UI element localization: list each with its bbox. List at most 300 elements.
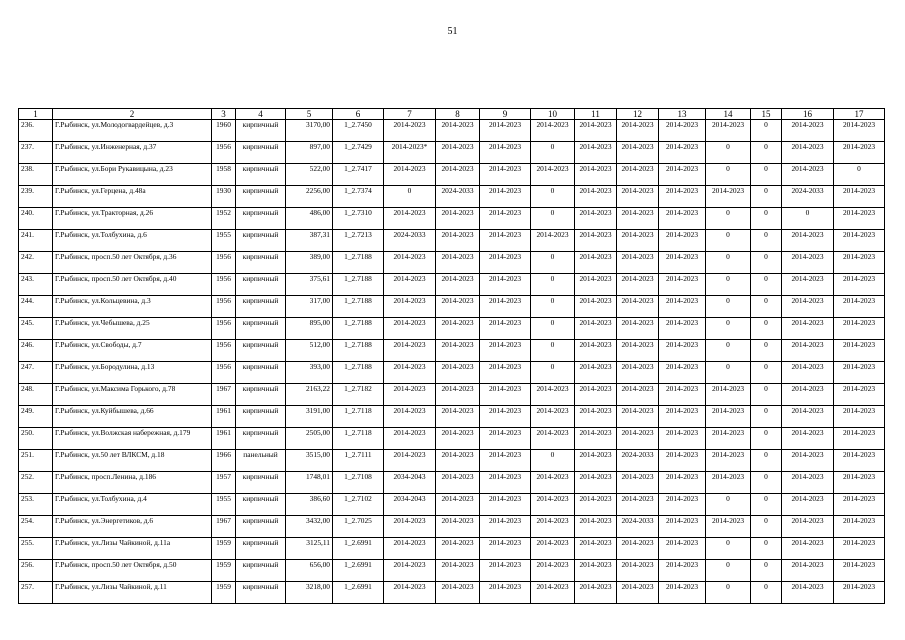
table-cell: 247. — [19, 362, 53, 384]
table-cell: 1_2.7118 — [333, 428, 384, 450]
table-cell: кирпичный — [236, 164, 286, 186]
table-row — [19, 516, 885, 538]
table-cell: 2014-2023 — [659, 362, 706, 384]
table-cell: 2014-2023 — [834, 186, 885, 208]
table-cell: 1957 — [212, 472, 236, 494]
table-cell: 2014-2023 — [480, 406, 531, 428]
table-cell: 2014-2023 — [436, 208, 480, 230]
table-cell: Г.Рыбинск, ул.Максима Горького, д.78 — [53, 384, 212, 406]
table-cell: кирпичный — [236, 472, 286, 494]
table-cell: 1_2.6991 — [333, 560, 384, 582]
table-cell: Г.Рыбинск, ул.Кольцевина, д.3 — [53, 296, 212, 318]
table-cell: 2014-2023 — [436, 516, 480, 538]
table-cell: 1955 — [212, 230, 236, 252]
table-cell: 2014-2023 — [436, 450, 480, 472]
table-cell: 2014-2023* — [384, 142, 436, 164]
table-cell: 2014-2023 — [384, 582, 436, 604]
table-cell: 1952 — [212, 208, 236, 230]
table-cell: 2014-2023 — [480, 208, 531, 230]
table-cell: 2014-2023 — [436, 384, 480, 406]
table-row — [19, 296, 885, 318]
table-cell: 2014-2023 — [782, 142, 834, 164]
table-cell: 2024-2033 — [436, 186, 480, 208]
table-row — [19, 142, 885, 164]
table-cell: 2014-2023 — [436, 362, 480, 384]
table-cell: 2014-2023 — [617, 164, 659, 186]
table-row — [19, 252, 885, 274]
table-cell: 2014-2023 — [834, 208, 885, 230]
table-cell: кирпичный — [236, 582, 286, 604]
column-number-8: 8 — [436, 109, 480, 120]
table-cell: 895,00 — [286, 318, 333, 340]
table-cell: 1_2.7450 — [333, 120, 384, 142]
table-cell: 2014-2023 — [617, 560, 659, 582]
table-cell: 2014-2023 — [436, 120, 480, 142]
table-cell: 2014-2023 — [706, 120, 751, 142]
table-cell: 1956 — [212, 252, 236, 274]
table-cell: Г.Рыбинск, ул.Волжская набережная, д.179 — [53, 428, 212, 450]
table-row — [19, 384, 885, 406]
table-cell: кирпичный — [236, 186, 286, 208]
table-cell: 1956 — [212, 274, 236, 296]
table-cell: 238. — [19, 164, 53, 186]
table-cell: 236. — [19, 120, 53, 142]
table-cell: 2014-2023 — [575, 406, 617, 428]
table-cell: 1_2.7188 — [333, 318, 384, 340]
table-cell: 2014-2023 — [384, 428, 436, 450]
table-cell: 0 — [834, 164, 885, 186]
table-cell: 1_2.7188 — [333, 274, 384, 296]
table-cell: 2014-2023 — [617, 582, 659, 604]
column-number-11: 11 — [575, 109, 617, 120]
table-cell: 2014-2023 — [834, 450, 885, 472]
table-cell: 0 — [751, 164, 782, 186]
table-cell: 241. — [19, 230, 53, 252]
table-row — [19, 406, 885, 428]
table-cell: кирпичный — [236, 406, 286, 428]
table-cell: 245. — [19, 318, 53, 340]
table-cell: 2014-2023 — [659, 406, 706, 428]
table-cell: 2014-2023 — [659, 120, 706, 142]
table-cell: 0 — [706, 274, 751, 296]
table-cell: 2014-2023 — [617, 340, 659, 362]
table-cell: 2014-2023 — [659, 472, 706, 494]
table-cell: 2014-2023 — [782, 428, 834, 450]
table-cell: 2014-2023 — [617, 252, 659, 274]
table-cell: Г.Рыбинск, просп.50 лет Октября, д.40 — [53, 274, 212, 296]
table-cell: 386,60 — [286, 494, 333, 516]
table-cell: 0 — [706, 164, 751, 186]
table-cell: 0 — [706, 252, 751, 274]
table-row — [19, 274, 885, 296]
table-cell: 2014-2023 — [480, 296, 531, 318]
table-cell: 2014-2023 — [531, 230, 575, 252]
table-cell: 2014-2023 — [617, 120, 659, 142]
table-cell: 2014-2023 — [659, 318, 706, 340]
table-cell: 2014-2023 — [436, 164, 480, 186]
table-cell: 2014-2023 — [531, 406, 575, 428]
table-cell: 2014-2023 — [384, 516, 436, 538]
table-cell: 2014-2023 — [782, 384, 834, 406]
table-cell: 2014-2023 — [480, 538, 531, 560]
table-cell: 2014-2023 — [706, 428, 751, 450]
table-cell: 2024-2033 — [617, 516, 659, 538]
table-cell: 486,00 — [286, 208, 333, 230]
table-row — [19, 230, 885, 252]
table-row — [19, 428, 885, 450]
table-cell: 2014-2023 — [706, 516, 751, 538]
table-cell: 0 — [751, 560, 782, 582]
table-cell: 0 — [706, 230, 751, 252]
table-cell: 2014-2023 — [834, 274, 885, 296]
table-cell: 2014-2023 — [575, 450, 617, 472]
table-cell: кирпичный — [236, 142, 286, 164]
table-cell: 255. — [19, 538, 53, 560]
table-row — [19, 538, 885, 560]
table-cell: 254. — [19, 516, 53, 538]
table-cell: 2014-2023 — [480, 120, 531, 142]
table-row — [19, 208, 885, 230]
table-cell: 0 — [531, 142, 575, 164]
table-row — [19, 472, 885, 494]
table-cell: 2014-2023 — [782, 472, 834, 494]
table-cell: Г.Рыбинск, ул.Чебышева, д.25 — [53, 318, 212, 340]
table-cell: 2014-2023 — [659, 560, 706, 582]
table-cell: 2014-2023 — [436, 230, 480, 252]
column-number-17: 17 — [834, 109, 885, 120]
table-cell: 3170,00 — [286, 120, 333, 142]
table-cell: 3218,00 — [286, 582, 333, 604]
table-cell: кирпичный — [236, 340, 286, 362]
table-cell: 2014-2023 — [531, 164, 575, 186]
table-cell: Г.Рыбинск, ул.Толбухина, д.6 — [53, 230, 212, 252]
table-cell: 2014-2023 — [436, 340, 480, 362]
table-cell: 2014-2023 — [575, 538, 617, 560]
table-cell: 2014-2023 — [659, 582, 706, 604]
table-cell: Г.Рыбинск, ул.Энергетиков, д.6 — [53, 516, 212, 538]
table-cell: 375,61 — [286, 274, 333, 296]
table-cell: 2014-2023 — [834, 384, 885, 406]
table-cell: 2014-2023 — [659, 208, 706, 230]
table-cell: 2014-2023 — [384, 120, 436, 142]
table-cell: 2014-2023 — [384, 340, 436, 362]
table-cell: 512,00 — [286, 340, 333, 362]
table-cell: 2014-2023 — [436, 494, 480, 516]
table-cell: 2014-2023 — [480, 274, 531, 296]
table-cell: 2014-2023 — [782, 560, 834, 582]
table-cell: Г.Рыбинск, ул.Куйбышева, д.66 — [53, 406, 212, 428]
table-cell: 2014-2023 — [575, 560, 617, 582]
column-number-7: 7 — [384, 109, 436, 120]
table-cell: 2014-2023 — [531, 428, 575, 450]
table-cell: 897,00 — [286, 142, 333, 164]
table-cell: 2163,22 — [286, 384, 333, 406]
table-cell: 0 — [782, 208, 834, 230]
table-row — [19, 362, 885, 384]
table-cell: 2014-2023 — [834, 252, 885, 274]
table-cell: 317,00 — [286, 296, 333, 318]
table-cell: 2014-2023 — [617, 230, 659, 252]
table-cell: 2014-2023 — [531, 560, 575, 582]
table-cell: Г.Рыбинск, просп.Ленина, д.186 — [53, 472, 212, 494]
table-cell: 1_2.7025 — [333, 516, 384, 538]
table-cell: 2014-2023 — [480, 230, 531, 252]
table-cell: 1961 — [212, 406, 236, 428]
table-cell: 0 — [706, 494, 751, 516]
table-cell: 0 — [751, 582, 782, 604]
table-cell: 2014-2023 — [659, 230, 706, 252]
page-number: 51 — [447, 26, 458, 37]
table-cell: 2014-2023 — [782, 494, 834, 516]
table-cell: 2014-2023 — [617, 538, 659, 560]
table-cell: 0 — [706, 582, 751, 604]
table-cell: 2014-2023 — [617, 296, 659, 318]
table-cell: 0 — [751, 494, 782, 516]
table-cell: 0 — [706, 296, 751, 318]
table-cell: 1_2.6991 — [333, 582, 384, 604]
table-cell: 2014-2023 — [834, 538, 885, 560]
column-number-6: 6 — [333, 109, 384, 120]
table-cell: 2014-2023 — [384, 318, 436, 340]
table-cell: 2014-2023 — [617, 186, 659, 208]
table-cell: 2014-2023 — [782, 296, 834, 318]
table-cell: Г.Рыбинск, просп.50 лет Октября, д.50 — [53, 560, 212, 582]
table-cell: 2014-2023 — [384, 274, 436, 296]
table-cell: 2014-2023 — [617, 494, 659, 516]
table-cell: 1961 — [212, 428, 236, 450]
table-cell: 2256,00 — [286, 186, 333, 208]
table-cell: 1960 — [212, 120, 236, 142]
table-cell: 0 — [751, 142, 782, 164]
table-cell: 251. — [19, 450, 53, 472]
table-cell: 0 — [706, 208, 751, 230]
table-cell: 2014-2023 — [659, 142, 706, 164]
table-cell: 0 — [531, 274, 575, 296]
table-cell: 0 — [751, 252, 782, 274]
table-cell: 2014-2023 — [575, 516, 617, 538]
table-cell: 2024-2033 — [782, 186, 834, 208]
table-cell: 2014-2023 — [531, 384, 575, 406]
table-cell: 2505,00 — [286, 428, 333, 450]
table-cell: кирпичный — [236, 516, 286, 538]
table-cell: 2014-2023 — [706, 450, 751, 472]
table-cell: кирпичный — [236, 208, 286, 230]
table-cell: 252. — [19, 472, 53, 494]
table-cell: Г.Рыбинск, ул.Герцена, д.48а — [53, 186, 212, 208]
column-number-15: 15 — [751, 109, 782, 120]
table-row — [19, 164, 885, 186]
table-cell: 0 — [751, 428, 782, 450]
table-cell: 2014-2023 — [659, 450, 706, 472]
table-cell: 2014-2023 — [384, 450, 436, 472]
table-cell: 2014-2023 — [480, 384, 531, 406]
column-number-13: 13 — [659, 109, 706, 120]
table-cell: кирпичный — [236, 120, 286, 142]
table-cell: 0 — [751, 450, 782, 472]
table-cell: 2014-2023 — [531, 120, 575, 142]
table-cell: 2014-2023 — [384, 560, 436, 582]
table-cell: 2014-2023 — [480, 494, 531, 516]
table-cell: 2014-2023 — [480, 252, 531, 274]
table-cell: 2014-2023 — [834, 318, 885, 340]
table-cell: 2014-2023 — [575, 164, 617, 186]
table-cell: Г.Рыбинск, ул.Толбухина, д.4 — [53, 494, 212, 516]
column-number-14: 14 — [706, 109, 751, 120]
table-cell: 2014-2023 — [659, 516, 706, 538]
table-cell: 2014-2023 — [436, 296, 480, 318]
table-cell: 2014-2023 — [782, 252, 834, 274]
table-cell: 249. — [19, 406, 53, 428]
column-number-16: 16 — [782, 109, 834, 120]
table-cell: Г.Рыбинск, ул.Тракторная, д.26 — [53, 208, 212, 230]
table-cell: 1956 — [212, 142, 236, 164]
table-cell: 522,00 — [286, 164, 333, 186]
table-cell: 1956 — [212, 362, 236, 384]
table-cell: 2014-2023 — [384, 538, 436, 560]
table-cell: 2014-2023 — [782, 362, 834, 384]
housing-register-table — [18, 108, 885, 604]
table-cell: кирпичный — [236, 538, 286, 560]
table-cell: 0 — [706, 362, 751, 384]
table-cell: 246. — [19, 340, 53, 362]
table-cell: 2014-2023 — [617, 318, 659, 340]
column-number-1: 1 — [19, 109, 53, 120]
table-cell: 2014-2023 — [575, 274, 617, 296]
table-cell: 0 — [751, 230, 782, 252]
table-cell: 0 — [531, 340, 575, 362]
table-cell: 0 — [531, 450, 575, 472]
table-cell: 2014-2023 — [575, 186, 617, 208]
table-cell: 1_2.7417 — [333, 164, 384, 186]
table-cell: 2014-2023 — [436, 472, 480, 494]
table-cell: 3191,00 — [286, 406, 333, 428]
table-cell: кирпичный — [236, 318, 286, 340]
header-row — [19, 109, 885, 120]
table-cell: кирпичный — [236, 362, 286, 384]
table-cell: 2014-2023 — [782, 406, 834, 428]
table-cell: 0 — [531, 208, 575, 230]
table-cell: 0 — [751, 516, 782, 538]
table-cell: 389,00 — [286, 252, 333, 274]
table-cell: 0 — [706, 318, 751, 340]
table-cell: кирпичный — [236, 384, 286, 406]
table-cell: 3432,00 — [286, 516, 333, 538]
table-cell: Г.Рыбинск, ул.50 лет ВЛКСМ, д.18 — [53, 450, 212, 472]
table-cell: 2014-2023 — [834, 428, 885, 450]
table-cell: 257. — [19, 582, 53, 604]
table-cell: 0 — [531, 362, 575, 384]
table-cell: кирпичный — [236, 494, 286, 516]
table-cell: 2024-2033 — [617, 450, 659, 472]
table-cell: 2014-2023 — [834, 340, 885, 362]
table-cell: 0 — [706, 340, 751, 362]
table-cell: 1_2.7102 — [333, 494, 384, 516]
table-cell: 2014-2023 — [659, 384, 706, 406]
table-cell: 2014-2023 — [384, 208, 436, 230]
table-cell: 2014-2023 — [436, 318, 480, 340]
table-cell: 2014-2023 — [834, 230, 885, 252]
table-cell: 2014-2023 — [617, 142, 659, 164]
table-cell: панельный — [236, 450, 286, 472]
table-cell: 1_2.6991 — [333, 538, 384, 560]
table-cell: 1955 — [212, 494, 236, 516]
table-cell: 2014-2023 — [834, 494, 885, 516]
table-cell: 1956 — [212, 340, 236, 362]
table-cell: 2014-2023 — [531, 516, 575, 538]
table-cell: 0 — [751, 120, 782, 142]
table-cell: 1967 — [212, 384, 236, 406]
table-cell: кирпичный — [236, 230, 286, 252]
table-cell: 2014-2023 — [617, 428, 659, 450]
table-row — [19, 582, 885, 604]
table-cell: 243. — [19, 274, 53, 296]
table-cell: кирпичный — [236, 428, 286, 450]
table-cell: 2014-2023 — [782, 274, 834, 296]
table-cell: 237. — [19, 142, 53, 164]
table-cell: 2014-2023 — [436, 252, 480, 274]
table-cell: Г.Рыбинск, ул.Лизы Чайкиной, д.11а — [53, 538, 212, 560]
column-number-10: 10 — [531, 109, 575, 120]
table-cell: 0 — [751, 472, 782, 494]
table-cell: 2014-2023 — [659, 428, 706, 450]
table-cell: 0 — [751, 296, 782, 318]
table-cell: 2014-2023 — [384, 384, 436, 406]
table-cell: 2014-2023 — [480, 164, 531, 186]
table-cell: 2014-2023 — [834, 582, 885, 604]
table-cell: 2014-2023 — [436, 274, 480, 296]
table-cell: 2014-2023 — [480, 186, 531, 208]
column-number-12: 12 — [617, 109, 659, 120]
table-cell: Г.Рыбинск, просп.50 лет Октября, д.36 — [53, 252, 212, 274]
table-cell: 1956 — [212, 318, 236, 340]
table-cell: 2014-2023 — [436, 142, 480, 164]
table-cell: 0 — [751, 318, 782, 340]
table-cell: 2014-2023 — [834, 472, 885, 494]
table-cell: 2014-2023 — [575, 142, 617, 164]
table-cell: 387,31 — [286, 230, 333, 252]
table-cell: 2014-2023 — [617, 472, 659, 494]
table-cell: 2014-2023 — [384, 296, 436, 318]
table-cell: 2014-2023 — [436, 406, 480, 428]
table-cell: 3125,11 — [286, 538, 333, 560]
table-cell: 1_2.7188 — [333, 252, 384, 274]
table-cell: 2014-2023 — [480, 340, 531, 362]
table-cell: 0 — [384, 186, 436, 208]
table-cell: 2014-2023 — [575, 208, 617, 230]
table-cell: Г.Рыбинск, ул.Бори Рукавицына, д.23 — [53, 164, 212, 186]
table-cell: 1_2.7111 — [333, 450, 384, 472]
table-cell: 2014-2023 — [575, 318, 617, 340]
table-cell: 2014-2023 — [834, 296, 885, 318]
table-cell: 248. — [19, 384, 53, 406]
table-cell: 2014-2023 — [480, 450, 531, 472]
table-cell: 0 — [751, 208, 782, 230]
table-cell: 1930 — [212, 186, 236, 208]
column-number-5: 5 — [286, 109, 333, 120]
table-cell: 1956 — [212, 296, 236, 318]
table-cell: 2014-2023 — [531, 494, 575, 516]
table-cell: 239. — [19, 186, 53, 208]
table-cell: 2024-2033 — [384, 230, 436, 252]
column-number-9: 9 — [480, 109, 531, 120]
table-cell: Г.Рыбинск, ул.Свободы, д.7 — [53, 340, 212, 362]
table-row — [19, 340, 885, 362]
table-cell: 1967 — [212, 516, 236, 538]
table-cell: 2014-2023 — [531, 538, 575, 560]
table-cell: 1_2.7429 — [333, 142, 384, 164]
table-cell: 2014-2023 — [575, 120, 617, 142]
table-cell: 2014-2023 — [659, 252, 706, 274]
